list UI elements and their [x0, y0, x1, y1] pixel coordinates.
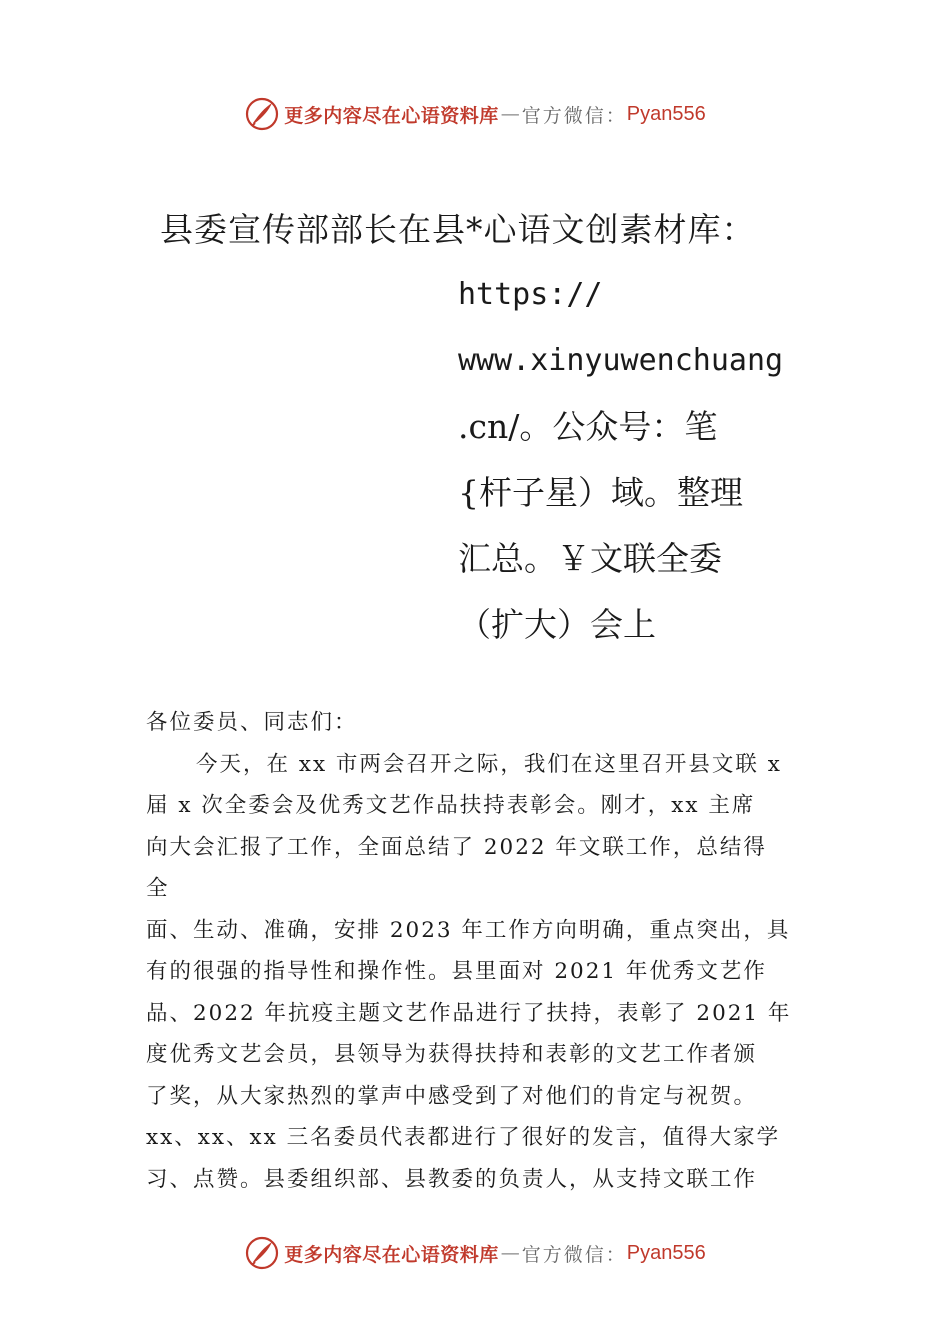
title-line-6: （扩大）会上: [458, 605, 656, 644]
body-line: 面、生动、准确，安排 2023 年工作方向明确，重点突出，具: [146, 917, 791, 943]
body-line: 习、点赞。县委组织部、县教委的负责人，从支持文联工作: [146, 1166, 758, 1192]
banner-wechat-label: 官方微信：: [521, 104, 627, 127]
banner-wechat-id: Pyan556: [626, 1241, 706, 1264]
header-banner: [0, 94, 950, 134]
salutation: 各位委员、同志们：: [146, 710, 358, 735]
banner-site-text: 更多内容尽在心语资料库: [284, 104, 499, 127]
banner-site-text: 更多内容尽在心语资料库: [284, 1243, 499, 1266]
quill-pen-logo-icon: [244, 1235, 280, 1271]
body-line: 品、2022 年抗疫主题文艺作品进行了扶持，表彰了 2021 年: [146, 1000, 792, 1026]
banner-wechat-id: Pyan556: [626, 102, 706, 125]
body-line: 了奖，从大家热烈的掌声中感受到了对他们的肯定与祝贺。: [146, 1083, 758, 1109]
body-line: 全: [146, 876, 170, 901]
title-continuation: [458, 262, 788, 658]
document-body: [146, 702, 808, 1200]
body-line: 有的很强的指导性和操作性。县里面对 2021 年优秀文艺作: [146, 959, 767, 984]
quill-pen-logo-icon: [244, 96, 280, 132]
body-line: xx、xx、xx 三名委员代表都进行了很好的发言，值得大家学: [146, 1125, 781, 1150]
title-line-1: https://: [458, 277, 603, 312]
title-line-5: 汇总。￥文联全委: [458, 539, 722, 578]
body-line: 向大会汇报了工作，全面总结了 2022 年文联工作，总结得: [146, 834, 767, 860]
body-line: 今天，在 xx 市两会召开之际，我们在这里召开县文联 x: [196, 751, 782, 777]
banner-wechat-label: 官方微信：: [521, 1243, 627, 1266]
body-line: 度优秀文艺会员，县领导为获得扶持和表彰的文艺工作者颁: [146, 1042, 758, 1067]
title-line-4: {杆子星）域。整理: [458, 473, 743, 512]
body-line: 届 x 次全委会及优秀文艺作品扶持表彰会。刚才，xx 主席: [146, 793, 756, 818]
document-title: 县委宣传部部长在县*心语文创素材库：: [160, 210, 756, 249]
title-line-3: .cn/。公众号：笔: [458, 407, 718, 446]
title-line-2: www.xinyuwenchuang: [458, 343, 784, 378]
banner-dash: —: [500, 103, 520, 125]
banner-dash: —: [500, 1242, 520, 1264]
footer-banner: [0, 1233, 950, 1273]
